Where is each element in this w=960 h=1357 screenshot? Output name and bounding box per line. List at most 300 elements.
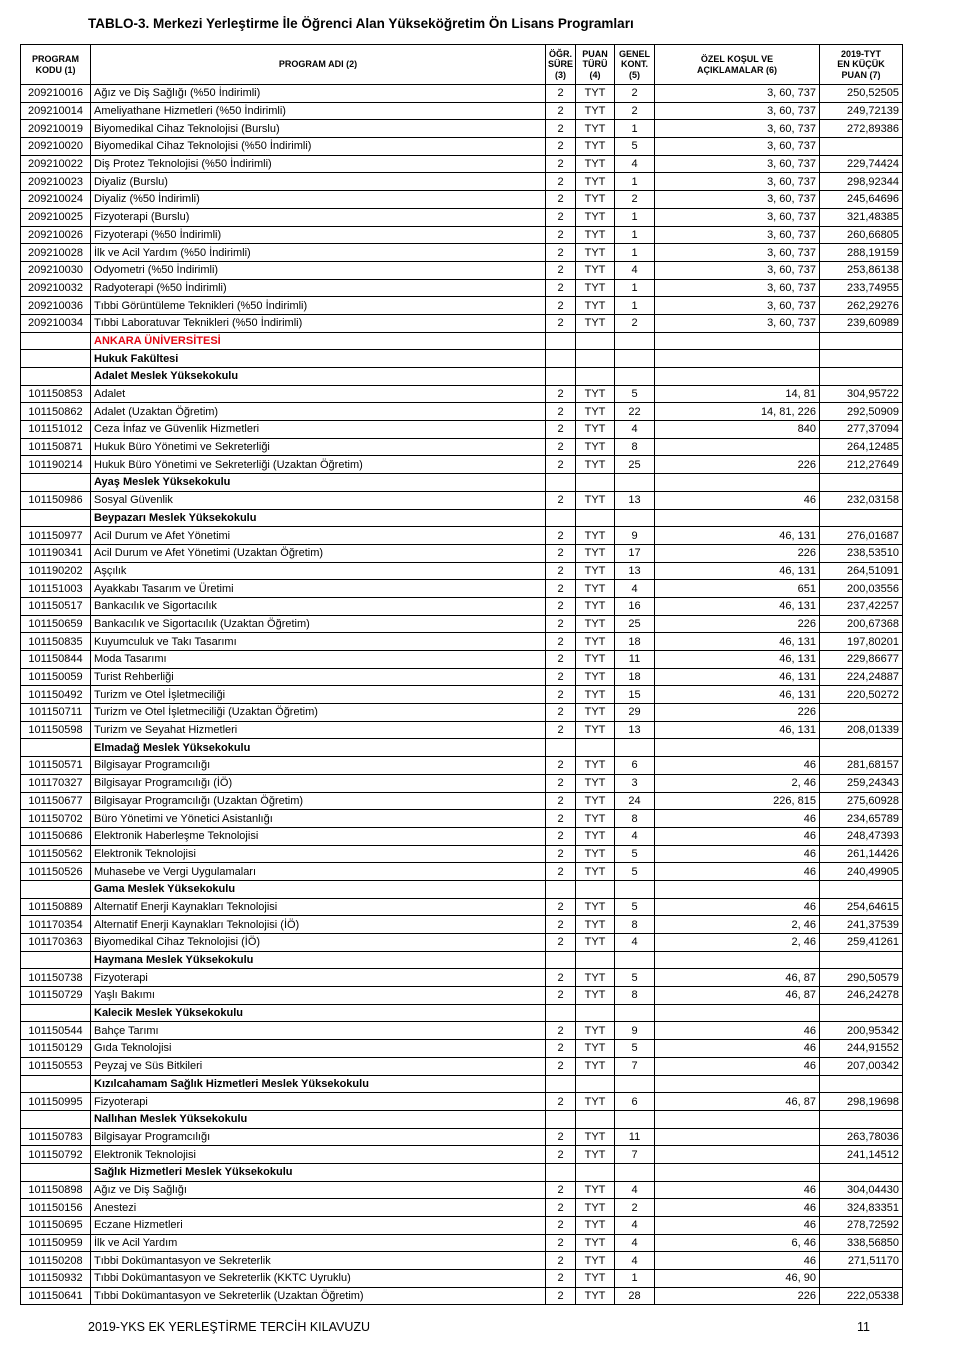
quota-cell: 11 xyxy=(615,651,655,669)
duration-cell: 2 xyxy=(546,704,576,722)
notes-cell: 226 xyxy=(655,1287,820,1305)
duration-cell xyxy=(546,951,576,969)
table-row xyxy=(21,863,903,881)
program-name-cell: Tıbbi Laboratuvar Teknikleri (%50 İndirimli) xyxy=(91,314,546,332)
score-type-cell: TYT xyxy=(576,633,615,651)
min-score-cell: 263,78036 xyxy=(820,1128,903,1146)
header-line: PROGRAM xyxy=(32,54,79,64)
notes-cell: 2, 46 xyxy=(655,774,820,792)
duration-cell: 2 xyxy=(546,633,576,651)
header-line: GENEL xyxy=(618,48,650,59)
table-row xyxy=(21,297,903,315)
duration-cell: 2 xyxy=(546,191,576,209)
duration-cell: 2 xyxy=(546,1146,576,1164)
table-row xyxy=(21,721,903,739)
program-name-cell: Bahçe Tarımı xyxy=(91,1022,546,1040)
score-type-cell: TYT xyxy=(576,580,615,598)
program-code-cell xyxy=(21,739,91,757)
score-type-cell: TYT xyxy=(576,279,615,297)
quota-cell: 3 xyxy=(615,774,655,792)
duration-cell xyxy=(546,368,576,386)
quota-cell: 8 xyxy=(615,438,655,456)
quota-cell xyxy=(615,509,655,527)
program-code-cell: 209210025 xyxy=(21,208,91,226)
min-score-cell: 304,95722 xyxy=(820,385,903,403)
program-code-cell: 209210019 xyxy=(21,120,91,138)
quota-cell: 13 xyxy=(615,721,655,739)
program-name-cell: Diyaliz (Burslu) xyxy=(91,173,546,191)
header-min-score xyxy=(820,45,903,85)
min-score-cell xyxy=(820,1110,903,1128)
table-row xyxy=(21,580,903,598)
program-name-cell: Ameliyathane Hizmetleri (%50 İndirimli) xyxy=(91,102,546,120)
section-heading-row xyxy=(21,1110,903,1128)
notes-cell: 46 xyxy=(655,845,820,863)
program-name-cell: Diş Protez Teknolojisi (%50 İndirimli) xyxy=(91,155,546,173)
table-row xyxy=(21,155,903,173)
notes-cell: 3, 60, 737 xyxy=(655,244,820,262)
table-row xyxy=(21,1270,903,1288)
quota-cell: 4 xyxy=(615,1234,655,1252)
duration-cell: 2 xyxy=(546,102,576,120)
min-score-cell: 222,05338 xyxy=(820,1287,903,1305)
program-name-cell: Adalet xyxy=(91,385,546,403)
program-code-cell xyxy=(21,951,91,969)
score-type-cell xyxy=(576,509,615,527)
duration-cell: 2 xyxy=(546,120,576,138)
notes-cell: 226 xyxy=(655,615,820,633)
program-name-cell: Bankacılık ve Sigortacılık (Uzaktan Öğretim) xyxy=(91,615,546,633)
quota-cell: 4 xyxy=(615,155,655,173)
notes-cell xyxy=(655,951,820,969)
program-code-cell xyxy=(21,1075,91,1093)
min-score-cell: 276,01687 xyxy=(820,527,903,545)
program-code-cell: 209210036 xyxy=(21,297,91,315)
duration-cell xyxy=(546,332,576,350)
header-line: EN KÜÇÜK xyxy=(837,59,885,70)
program-name-cell: Tıbbi Dokümantasyon ve Sekreterlik xyxy=(91,1252,546,1270)
notes-cell xyxy=(655,350,820,368)
duration-cell: 2 xyxy=(546,898,576,916)
duration-cell: 2 xyxy=(546,1057,576,1075)
program-code-cell: 101150526 xyxy=(21,863,91,881)
duration-cell: 2 xyxy=(546,1287,576,1305)
notes-cell: 226 xyxy=(655,456,820,474)
header-program-name xyxy=(91,45,546,85)
quota-cell xyxy=(615,880,655,898)
notes-cell: 46 xyxy=(655,1022,820,1040)
duration-cell: 2 xyxy=(546,155,576,173)
min-score-cell: 338,56850 xyxy=(820,1234,903,1252)
program-code-cell: 101150517 xyxy=(21,597,91,615)
duration-cell: 2 xyxy=(546,226,576,244)
program-code-cell: 101151003 xyxy=(21,580,91,598)
header-line: PROGRAM ADI (2) xyxy=(278,59,358,70)
footer-guide-title: 2019-YKS EK YERLEŞTİRME TERCİH KILAVUZU xyxy=(88,1320,371,1334)
table-row xyxy=(21,1234,903,1252)
min-score-cell: 304,04430 xyxy=(820,1181,903,1199)
score-type-cell: TYT xyxy=(576,1199,615,1217)
duration-cell: 2 xyxy=(546,580,576,598)
min-score-cell: 275,60928 xyxy=(820,792,903,810)
score-type-cell xyxy=(576,350,615,368)
program-name-cell: Alternatif Enerji Kaynakları Teknolojisi xyxy=(91,898,546,916)
quota-cell: 16 xyxy=(615,597,655,615)
quota-cell: 18 xyxy=(615,668,655,686)
duration-cell: 2 xyxy=(546,1252,576,1270)
notes-cell xyxy=(655,332,820,350)
min-score-cell: 321,48385 xyxy=(820,208,903,226)
quota-cell: 4 xyxy=(615,827,655,845)
program-name-cell: Adalet Meslek Yüksekokulu xyxy=(91,368,546,386)
program-name-cell: Bilgisayar Programcılığı (Uzaktan Öğretim) xyxy=(91,792,546,810)
duration-cell: 2 xyxy=(546,544,576,562)
score-type-cell: TYT xyxy=(576,898,615,916)
quota-cell: 25 xyxy=(615,615,655,633)
duration-cell: 2 xyxy=(546,85,576,103)
quota-cell: 1 xyxy=(615,208,655,226)
notes-cell: 3, 60, 737 xyxy=(655,297,820,315)
table-row xyxy=(21,491,903,509)
table-row xyxy=(21,934,903,952)
notes-cell: 46, 131 xyxy=(655,686,820,704)
table-row xyxy=(21,314,903,332)
score-type-cell xyxy=(576,1004,615,1022)
duration-cell: 2 xyxy=(546,314,576,332)
table-row xyxy=(21,686,903,704)
quota-cell xyxy=(615,1075,655,1093)
header-line: AÇIKLAMALAR (6) xyxy=(697,64,777,75)
score-type-cell: TYT xyxy=(576,757,615,775)
table-row xyxy=(21,916,903,934)
min-score-cell: 233,74955 xyxy=(820,279,903,297)
min-score-cell: 200,67368 xyxy=(820,615,903,633)
program-code-cell: 101150677 xyxy=(21,792,91,810)
min-score-cell: 250,52505 xyxy=(820,85,903,103)
header-line: ÖĞR. xyxy=(548,48,572,59)
duration-cell: 2 xyxy=(546,1234,576,1252)
quota-cell: 5 xyxy=(615,1040,655,1058)
min-score-cell: 240,49905 xyxy=(820,863,903,881)
program-name-cell: Turizm ve Otel İşletmeciliği (Uzaktan Öğretim) xyxy=(91,704,546,722)
score-type-cell: TYT xyxy=(576,845,615,863)
header-duration xyxy=(546,45,576,85)
table-row xyxy=(21,138,903,156)
min-score-cell: 264,51091 xyxy=(820,562,903,580)
notes-cell: 14, 81, 226 xyxy=(655,403,820,421)
duration-cell: 2 xyxy=(546,297,576,315)
duration-cell: 2 xyxy=(546,1181,576,1199)
table-row xyxy=(21,102,903,120)
min-score-cell: 271,51170 xyxy=(820,1252,903,1270)
min-score-cell: 238,53510 xyxy=(820,544,903,562)
quota-cell xyxy=(615,350,655,368)
program-name-cell: Haymana Meslek Yüksekokulu xyxy=(91,951,546,969)
quota-cell: 2 xyxy=(615,102,655,120)
program-name-cell: Bilgisayar Programcılığı (İÖ) xyxy=(91,774,546,792)
table-row xyxy=(21,1093,903,1111)
table-row xyxy=(21,438,903,456)
duration-cell: 2 xyxy=(546,827,576,845)
notes-cell: 14, 81 xyxy=(655,385,820,403)
table-row xyxy=(21,544,903,562)
program-code-cell xyxy=(21,350,91,368)
table-row xyxy=(21,810,903,828)
table-row xyxy=(21,827,903,845)
program-code-cell: 101150702 xyxy=(21,810,91,828)
duration-cell: 2 xyxy=(546,173,576,191)
notes-cell: 46, 90 xyxy=(655,1270,820,1288)
page-title: TABLO-3. Merkezi Yerleştirme İle Öğrenci Alan Yükseköğretim Ön Lisans Programları xyxy=(88,16,634,31)
program-code-cell: 101170363 xyxy=(21,934,91,952)
quota-cell: 6 xyxy=(615,757,655,775)
score-type-cell: TYT xyxy=(576,491,615,509)
program-code-cell: 101150562 xyxy=(21,845,91,863)
quota-cell: 28 xyxy=(615,1287,655,1305)
section-heading-row xyxy=(21,350,903,368)
quota-cell: 18 xyxy=(615,633,655,651)
program-code-cell: 101150695 xyxy=(21,1217,91,1235)
quota-cell xyxy=(615,332,655,350)
quota-cell: 7 xyxy=(615,1057,655,1075)
quota-cell: 1 xyxy=(615,226,655,244)
min-score-cell: 264,12485 xyxy=(820,438,903,456)
program-name-cell: Fizyoterapi xyxy=(91,1093,546,1111)
duration-cell: 2 xyxy=(546,774,576,792)
notes-cell: 46, 131 xyxy=(655,721,820,739)
min-score-cell: 262,29276 xyxy=(820,297,903,315)
program-code-cell: 209210016 xyxy=(21,85,91,103)
notes-cell xyxy=(655,509,820,527)
notes-cell: 46, 131 xyxy=(655,668,820,686)
score-type-cell: TYT xyxy=(576,1270,615,1288)
program-code-cell: 101150711 xyxy=(21,704,91,722)
program-name-cell: Kalecik Meslek Yüksekokulu xyxy=(91,1004,546,1022)
notes-cell: 3, 60, 737 xyxy=(655,191,820,209)
score-type-cell: TYT xyxy=(576,173,615,191)
min-score-cell: 244,91552 xyxy=(820,1040,903,1058)
program-code-cell: 209210014 xyxy=(21,102,91,120)
table-row xyxy=(21,774,903,792)
program-name-cell: İlk ve Acil Yardım (%50 İndirimli) xyxy=(91,244,546,262)
quota-cell: 5 xyxy=(615,863,655,881)
program-name-cell: Sağlık Hizmetleri Meslek Yüksekokulu xyxy=(91,1163,546,1181)
table-row xyxy=(21,792,903,810)
notes-cell: 6, 46 xyxy=(655,1234,820,1252)
section-heading-row xyxy=(21,474,903,492)
program-name-cell: Biyomedikal Cihaz Teknolojisi (Burslu) xyxy=(91,120,546,138)
score-type-cell: TYT xyxy=(576,863,615,881)
quota-cell: 4 xyxy=(615,1217,655,1235)
score-type-cell: TYT xyxy=(576,1234,615,1252)
table-row xyxy=(21,633,903,651)
score-type-cell: TYT xyxy=(576,1057,615,1075)
header-line: (5) xyxy=(629,69,640,80)
table-row xyxy=(21,1181,903,1199)
notes-cell xyxy=(655,1128,820,1146)
score-type-cell: TYT xyxy=(576,686,615,704)
notes-cell xyxy=(655,474,820,492)
table-row xyxy=(21,208,903,226)
score-type-cell xyxy=(576,368,615,386)
program-name-cell: Büro Yönetimi ve Yönetici Asistanlığı xyxy=(91,810,546,828)
quota-cell xyxy=(615,1004,655,1022)
section-heading-row xyxy=(21,951,903,969)
duration-cell: 2 xyxy=(546,456,576,474)
duration-cell: 2 xyxy=(546,244,576,262)
program-name-cell: Beypazarı Meslek Yüksekokulu xyxy=(91,509,546,527)
program-code-cell: 101150959 xyxy=(21,1234,91,1252)
duration-cell: 2 xyxy=(546,686,576,704)
table-row xyxy=(21,651,903,669)
quota-cell: 9 xyxy=(615,1022,655,1040)
program-name-cell: Hukuk Büro Yönetimi ve Sekreterliği xyxy=(91,438,546,456)
score-type-cell: TYT xyxy=(576,456,615,474)
program-code-cell: 101150686 xyxy=(21,827,91,845)
score-type-cell xyxy=(576,951,615,969)
quota-cell: 7 xyxy=(615,1146,655,1164)
program-name-cell: Ağız ve Diş Sağlığı (%50 İndirimli) xyxy=(91,85,546,103)
program-code-cell: 101150871 xyxy=(21,438,91,456)
duration-cell: 2 xyxy=(546,721,576,739)
program-code-cell: 101150898 xyxy=(21,1181,91,1199)
notes-cell: 3, 60, 737 xyxy=(655,261,820,279)
duration-cell xyxy=(546,474,576,492)
program-name-cell: Biyomedikal Cihaz Teknolojisi (İÖ) xyxy=(91,934,546,952)
score-type-cell: TYT xyxy=(576,1093,615,1111)
header-line: KONT. xyxy=(621,59,648,70)
notes-cell: 46 xyxy=(655,898,820,916)
program-code-cell xyxy=(21,1004,91,1022)
notes-cell xyxy=(655,1110,820,1128)
quota-cell xyxy=(615,474,655,492)
table-row xyxy=(21,1057,903,1075)
min-score-cell: 298,92344 xyxy=(820,173,903,191)
min-score-cell: 220,50272 xyxy=(820,686,903,704)
table-row xyxy=(21,704,903,722)
min-score-cell: 288,19159 xyxy=(820,244,903,262)
program-code-cell: 101150862 xyxy=(21,403,91,421)
program-name-cell: ANKARA ÜNİVERSİTESİ xyxy=(91,332,546,350)
table-header-row xyxy=(21,45,903,85)
program-code-cell xyxy=(21,880,91,898)
program-code-cell xyxy=(21,474,91,492)
min-score-cell: 281,68157 xyxy=(820,757,903,775)
score-type-cell xyxy=(576,1163,615,1181)
program-name-cell: İlk ve Acil Yardım xyxy=(91,1234,546,1252)
table-row xyxy=(21,845,903,863)
score-type-cell: TYT xyxy=(576,385,615,403)
program-name-cell: Ayakkabı Tasarım ve Üretimi xyxy=(91,580,546,598)
score-type-cell xyxy=(576,1110,615,1128)
min-score-cell: 241,37539 xyxy=(820,916,903,934)
quota-cell: 1 xyxy=(615,244,655,262)
program-code-cell: 101170327 xyxy=(21,774,91,792)
duration-cell: 2 xyxy=(546,757,576,775)
program-name-cell: Fizyoterapi xyxy=(91,969,546,987)
min-score-cell: 234,65789 xyxy=(820,810,903,828)
min-score-cell xyxy=(820,350,903,368)
program-name-cell: Elmadağ Meslek Yüksekokulu xyxy=(91,739,546,757)
program-name-cell: Nallıhan Meslek Yüksekokulu xyxy=(91,1110,546,1128)
duration-cell xyxy=(546,1110,576,1128)
program-name-cell: Turist Rehberliği xyxy=(91,668,546,686)
quota-cell: 1 xyxy=(615,297,655,315)
program-name-cell: Tıbbi Görüntüleme Teknikleri (%50 İndirimli) xyxy=(91,297,546,315)
program-code-cell: 101150641 xyxy=(21,1287,91,1305)
score-type-cell: TYT xyxy=(576,191,615,209)
duration-cell: 2 xyxy=(546,208,576,226)
table-row xyxy=(21,85,903,103)
min-score-cell: 292,50909 xyxy=(820,403,903,421)
min-score-cell: 237,42257 xyxy=(820,597,903,615)
program-name-cell: Aşçılık xyxy=(91,562,546,580)
notes-cell: 46 xyxy=(655,863,820,881)
program-code-cell xyxy=(21,509,91,527)
min-score-cell: 200,95342 xyxy=(820,1022,903,1040)
min-score-cell xyxy=(820,951,903,969)
notes-cell: 840 xyxy=(655,421,820,439)
quota-cell: 5 xyxy=(615,898,655,916)
score-type-cell: TYT xyxy=(576,704,615,722)
score-type-cell: TYT xyxy=(576,562,615,580)
duration-cell: 2 xyxy=(546,597,576,615)
duration-cell: 2 xyxy=(546,1199,576,1217)
program-name-cell: Adalet (Uzaktan Öğretim) xyxy=(91,403,546,421)
quota-cell: 4 xyxy=(615,421,655,439)
program-code-cell: 209210032 xyxy=(21,279,91,297)
score-type-cell: TYT xyxy=(576,155,615,173)
header-program-code xyxy=(21,45,91,85)
min-score-cell: 324,83351 xyxy=(820,1199,903,1217)
program-code-cell: 209210034 xyxy=(21,314,91,332)
program-code-cell: 101190214 xyxy=(21,456,91,474)
min-score-cell: 200,03556 xyxy=(820,580,903,598)
program-name-cell: Hukuk Büro Yönetimi ve Sekreterliği (Uzaktan Öğretim) xyxy=(91,456,546,474)
min-score-cell: 261,14426 xyxy=(820,845,903,863)
program-code-cell: 101150208 xyxy=(21,1252,91,1270)
program-code-cell: 101151012 xyxy=(21,421,91,439)
notes-cell xyxy=(655,1004,820,1022)
duration-cell: 2 xyxy=(546,845,576,863)
score-type-cell: TYT xyxy=(576,827,615,845)
quota-cell: 8 xyxy=(615,987,655,1005)
score-type-cell: TYT xyxy=(576,810,615,828)
program-name-cell: Eczane Hizmetleri xyxy=(91,1217,546,1235)
section-heading-row xyxy=(21,739,903,757)
notes-cell: 2, 46 xyxy=(655,916,820,934)
program-name-cell: Gıda Teknolojisi xyxy=(91,1040,546,1058)
section-heading-row xyxy=(21,368,903,386)
notes-cell: 46 xyxy=(655,827,820,845)
notes-cell: 46 xyxy=(655,810,820,828)
program-name-cell: Bilgisayar Programcılığı xyxy=(91,757,546,775)
program-code-cell: 101150783 xyxy=(21,1128,91,1146)
table-row xyxy=(21,562,903,580)
table-row xyxy=(21,1287,903,1305)
notes-cell: 46, 131 xyxy=(655,651,820,669)
quota-cell xyxy=(615,739,655,757)
program-code-cell: 101150492 xyxy=(21,686,91,704)
quota-cell: 9 xyxy=(615,527,655,545)
notes-cell: 3, 60, 737 xyxy=(655,155,820,173)
quota-cell: 8 xyxy=(615,916,655,934)
notes-cell: 46 xyxy=(655,757,820,775)
program-code-cell: 101150986 xyxy=(21,491,91,509)
min-score-cell: 277,37094 xyxy=(820,421,903,439)
duration-cell: 2 xyxy=(546,969,576,987)
program-name-cell: Ağız ve Diş Sağlığı xyxy=(91,1181,546,1199)
